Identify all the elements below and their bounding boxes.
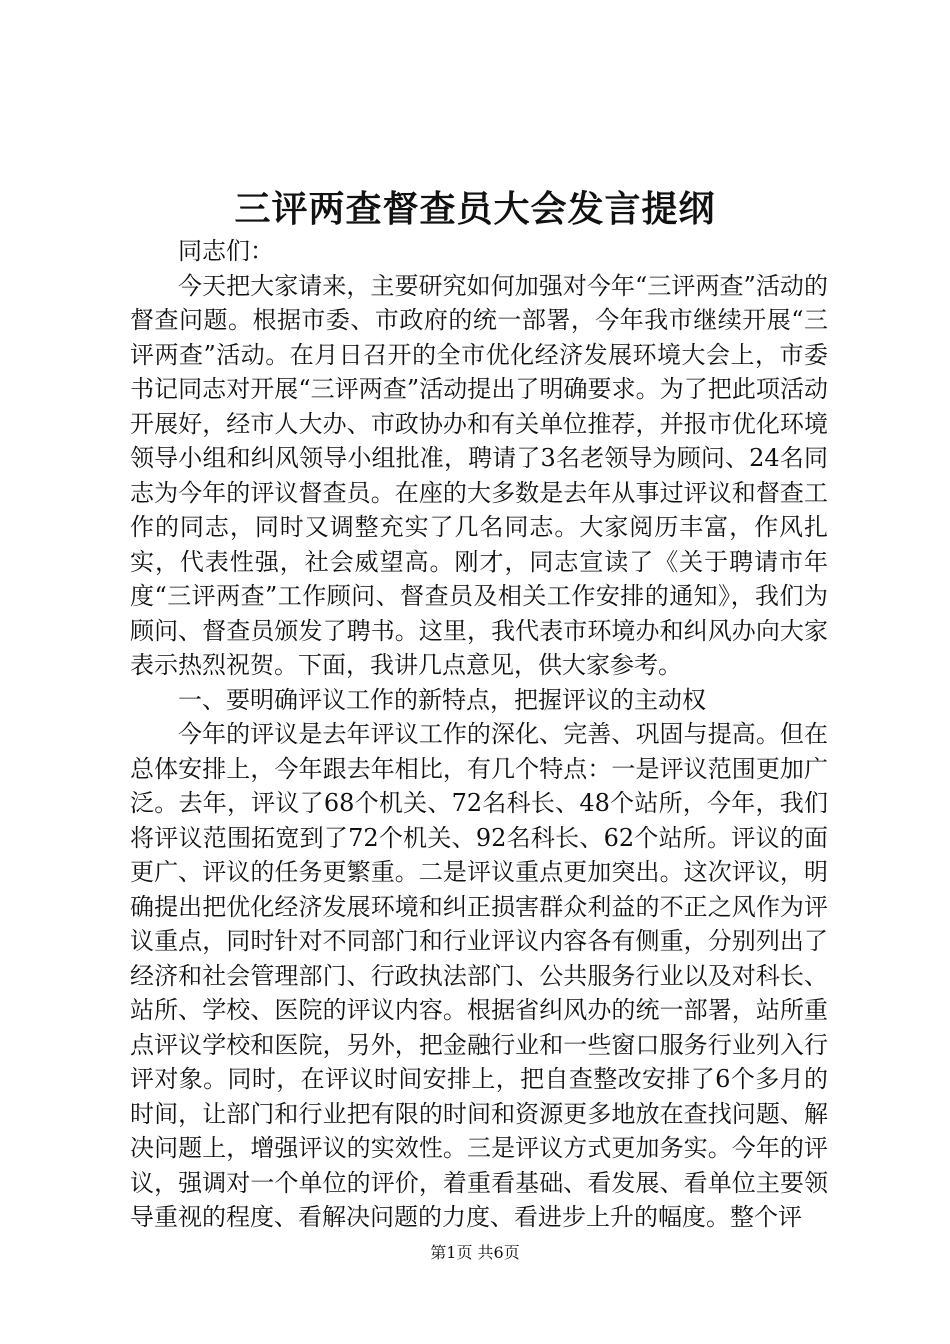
section-paragraph: 今年的评议是去年评议工作的深化、完善、巩固与提高。但在总体安排上，今年跟去年相比，有几个特点：一是评议范围更加广泛。去年，评议了68个机关、72名科长、48个站所，今年，我们将评议范围拓宽到了72个机关、92名科长、62个站所。评议的面更广、评议的任务更繁重。二是评议重点更加突出。这次评议，明确提出把优化经济发展环境和纠正损害群众利益的不正之风作为评议重点，同时针对不同部门和行业评议内容各有侧重，分别列出了经济和社会管理部门、行政执法部门、公共服务行业以及对科长、站所、学校、医院的评议内容。根据省纠风办的统一部署，站所重点评议学校和医院，另外，把金融行业和一些窗口服务行业列入行评对象。同时，在评议时间安排上，把自查整改安排了6个多月的时间，让部门和行业把有限的时间和资源更多地放在查找问题、解决问题上，增强评议的实效性。三是评议方式更加务实。今年的评议，强调对一个单位的评价，着重看基础、看发展、看单位主要领导重视的程度、看解决问题的力度、看进步上升的幅度。整个评	[130, 720, 828, 1231]
page-number-footer: 第1页 共6页	[430, 1243, 520, 1262]
document-body	[130, 234, 828, 1235]
salutation-paragraph: 同志们：	[178, 237, 274, 265]
document-title: 三评两查督查员大会发言提纲	[234, 188, 716, 230]
intro-paragraph: 今天把大家请来，主要研究如何加强对今年“三评两查”活动的督查问题。根据市委、市政府的统一部署，今年我市继续开展“三评两查”活动。在月日召开的全市优化经济发展环境大会上，市委书记同志对开展“三评两查”活动提出了明确要求。为了把此项活动开展好，经市人大办、市政协办和有关单位推荐，并报市优化环境领导小组和纠风领导小组批准，聘请了3名老领导为顾问、24名同志为今年的评议督查员。在座的大多数是去年从事过评议和督查工作的同志，同时又调整充实了几名同志。大家阅历丰富，作风扎实，代表性强，社会威望高。刚才，同志宣读了《关于聘请市年度“三评两查”工作顾问、督查员及相关工作安排的通知》，我们为顾问、督查员颁发了聘书。这里，我代表市环境办和纠风办向大家表示热烈祝贺。下面，我讲几点意见，供大家参考。	[130, 271, 828, 679]
section-heading: 一、要明确评议工作的新特点，把握评议的主动权	[178, 685, 706, 714]
